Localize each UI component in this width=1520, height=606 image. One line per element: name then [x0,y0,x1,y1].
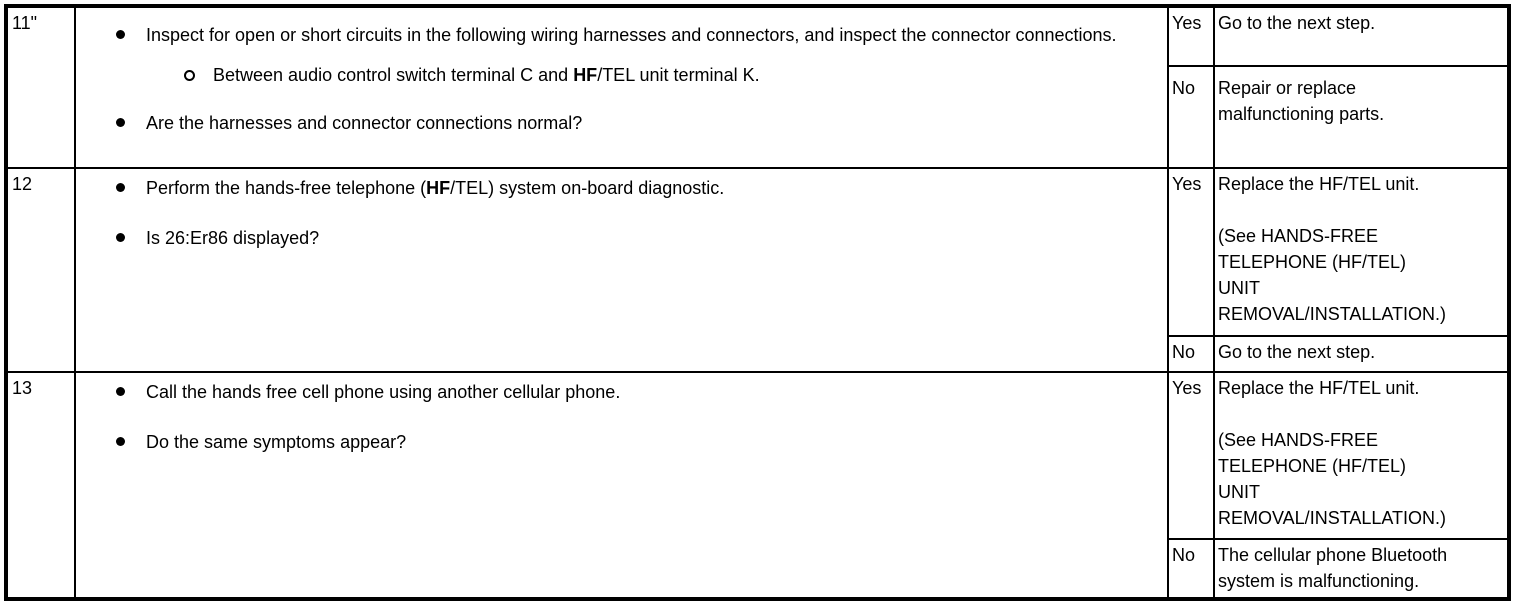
step-content [75,6,1168,168]
answer-label-no: No [1168,539,1214,599]
answer-action: Repair or replace malfunctioning parts. [1214,66,1509,168]
bullet-icon [116,183,125,192]
step-content [75,168,1168,371]
bullet-icon [116,387,125,396]
answer-label-yes: Yes [1168,372,1214,539]
list-item: Do the same symptoms appear? [76,429,1167,455]
answer-label-yes: Yes [1168,168,1214,335]
table-row-step-13 [6,372,1509,539]
list-item: Is 26:Er86 displayed? [76,225,1167,251]
list-item: Inspect for open or short circuits in the following wiring harnesses and connectors, and inspect the connector connections. [76,22,1167,48]
diagnostic-table [4,4,1511,601]
step-number: 12 [6,168,75,371]
circle-bullet-icon [184,70,195,81]
answer-label-no: No [1168,66,1214,168]
step-content [75,372,1168,599]
answer-action: Replace the HF/TEL unit. (See HANDS-FREE TELEPHONE (HF/TEL) UNIT REMOVAL/INSTALLATION.) [1214,168,1509,335]
answer-label-yes: Yes [1168,6,1214,66]
answer-action: Replace the HF/TEL unit. (See HANDS-FREE TELEPHONE (HF/TEL) UNIT REMOVAL/INSTALLATION.) [1214,372,1509,539]
step-number: 13 [6,372,75,599]
list-item: Perform the hands-free telephone (HF/TEL) system on-board diagnostic. [76,175,1167,201]
step-number: 11" [6,6,75,168]
table-row-step-11 [6,6,1509,66]
answer-action: The cellular phone Bluetooth system is malfunctioning. [1214,539,1509,599]
answer-label-no: No [1168,336,1214,372]
list-item: Are the harnesses and connector connections normal? [76,110,1167,136]
answer-action: Go to the next step. [1214,6,1509,66]
bullet-icon [116,118,125,127]
list-item: Call the hands free cell phone using another cellular phone. [76,379,1167,405]
answer-action: Go to the next step. [1214,336,1509,372]
bullet-icon [116,437,125,446]
bullet-icon [116,233,125,242]
sub-list-item: Between audio control switch terminal C and HF/TEL unit terminal K. [76,62,1167,88]
table-row-step-12 [6,168,1509,335]
bullet-icon [116,30,125,39]
